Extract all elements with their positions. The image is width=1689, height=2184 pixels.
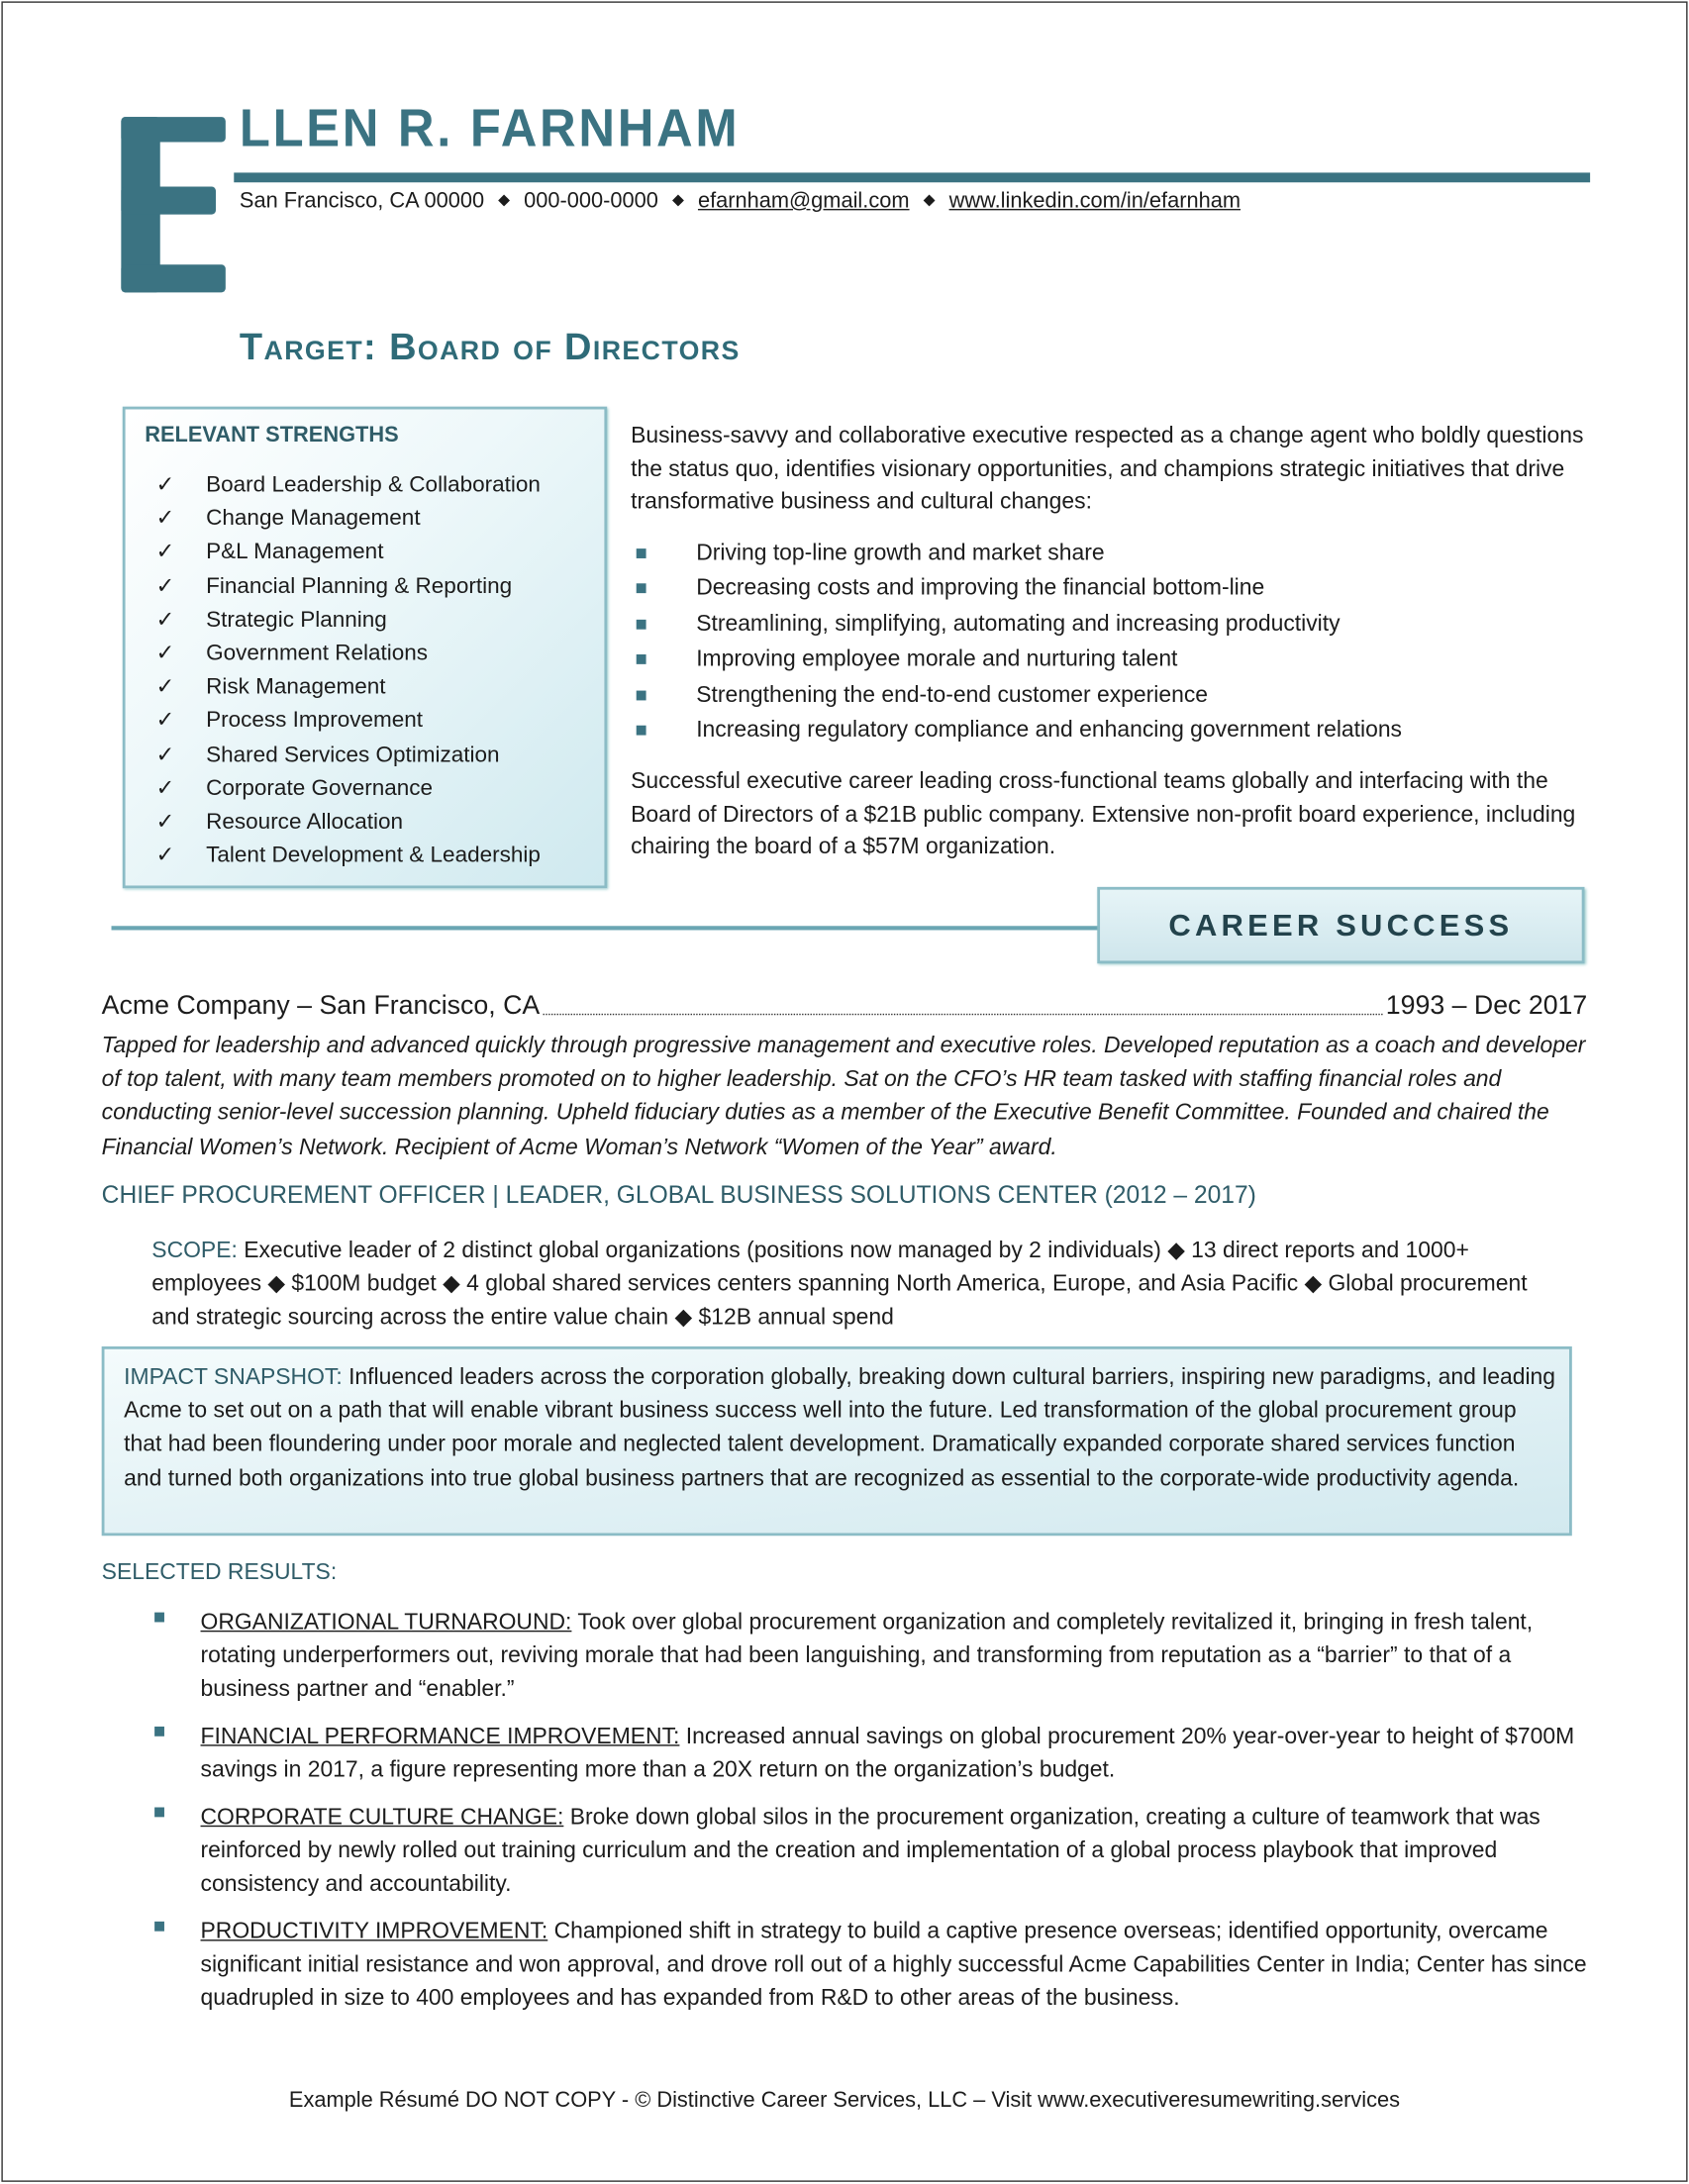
role-title: CHIEF PROCUREMENT OFFICER | LEADER, GLOBAL BUSINESS SOLUTIONS CENTER (2012 – 2017) <box>101 1180 1256 1209</box>
target-heading: Target: Board of Directors <box>239 326 741 368</box>
contact-line: San Francisco, CA 00000 ◆ 000-000-0000 ◆ efarnham@gmail.com ◆ www.linkedin.com/in/efarnham <box>239 189 1241 214</box>
employer-line <box>102 991 1588 1022</box>
summary-intro: Business-savvy and collaborative executive respected as a change agent who boldly questions the status quo, identifies visionary opportunities, and champions strategic initiatives that drive transformative business and cultural changes: <box>631 423 1584 515</box>
checkmark-icon: ✓ <box>155 810 175 835</box>
strength-label: Government Relations <box>206 642 429 666</box>
result-item <box>154 1915 1596 2016</box>
square-bullet-icon <box>154 1922 164 1932</box>
strength-item <box>156 470 541 504</box>
scope-text: Executive leader of 2 distinct global organizations (positions now managed by 2 individuals) ◆ 13 direct reports and 1000+ employees ◆ $100M budget ◆ 4 global shared services centers spanning North America, Europe, and Asia Pacific ◆ Global procurement and strategic sourcing across the entire value chain ◆ $12B annual spend <box>151 1238 1528 1331</box>
email-link[interactable]: efarnham@gmail.com <box>697 189 910 214</box>
square-bullet-icon <box>154 1808 164 1818</box>
strength-item <box>156 741 541 774</box>
square-bullet-icon <box>154 1727 164 1737</box>
strength-label: Strategic Planning <box>206 608 387 633</box>
impact-text: Influenced leaders across the corporation globally, breaking down cultural barriers, inspiring new paradigms, and leading Acme to set out on a path that will enable vibrant business success well into the future. Led transformation of the global procurement group that had been floundering under poor morale and neglected talent development. Dramatically expanded corporate shared services function and turned both organizations into true global business partners that are recognized as essential to the corporate-wide productivity agenda. <box>124 1364 1556 1491</box>
result-text: Broke down global silos in the procurement organization, creating a culture of teamwork that was reinforced by newly rolled out training curriculum and the creation and implementation of a global process playbook that improved consistency and accountability. <box>200 1804 1540 1898</box>
strength-label: Board Leadership & Collaboration <box>206 473 541 498</box>
strength-item <box>156 538 541 571</box>
strength-label: Risk Management <box>206 675 386 700</box>
strength-item <box>156 639 541 672</box>
impact-label: IMPACT SNAPSHOT: <box>124 1364 343 1390</box>
bullet-text: Streamlining, simplifying, automating and increasing productivity <box>696 611 1341 637</box>
result-title: ORGANIZATIONAL TURNAROUND: <box>200 1609 572 1636</box>
result-item <box>154 1720 1596 1787</box>
checkmark-icon: ✓ <box>155 541 175 565</box>
square-bullet-icon <box>154 1613 164 1623</box>
impact-snapshot-box <box>102 1346 1572 1536</box>
checkmark-icon: ✓ <box>155 776 175 801</box>
strength-item <box>156 571 541 605</box>
result-title: CORPORATE CULTURE CHANGE: <box>200 1804 564 1831</box>
result-text: Championed shift in strategy to build a captive presence overseas; identified opportunity, overcame significant initial resistance and won approval, and drove roll out of a highly successful Acme Capabilities Center in India; Center has since quadrupled in size to 400 employees and has expanded from R&D to other areas of the business. <box>200 1919 1587 2012</box>
bullet-text: Decreasing costs and improving the financial bottom-line <box>696 575 1265 601</box>
result-text: Took over global procurement organization and completely revitalized it, bringing in fresh talent, rotating underperformers out, reviving morale that had been languishing, and transforming from reputation as a “barrier” to that of a business partner and “enabler.” <box>200 1609 1534 1703</box>
strength-label: Resource Allocation <box>206 810 404 835</box>
result-item <box>154 1800 1596 1901</box>
strengths-box <box>123 407 607 889</box>
strength-item <box>156 808 541 842</box>
checkmark-icon: ✓ <box>155 574 175 599</box>
linkedin-link[interactable]: www.linkedin.com/in/efarnham <box>948 189 1241 214</box>
strength-label: Change Management <box>206 507 421 532</box>
result-title: FINANCIAL PERFORMANCE IMPROVEMENT: <box>200 1724 680 1749</box>
checkmark-icon: ✓ <box>155 709 175 734</box>
square-bullet-icon <box>637 620 646 630</box>
strengths-title: RELEVANT STRENGTHS <box>145 423 399 447</box>
bullet-text: Driving top-line growth and market share <box>696 540 1105 565</box>
strength-label: P&L Management <box>206 541 384 565</box>
summary-closing: Successful executive career leading cross-functional teams globally and interfacing with the Board of Directors of a $21B public company. Extensive non-profit board experience, including chairing the board of a $57M organization. <box>631 768 1576 860</box>
strength-item <box>156 842 541 875</box>
checkmark-icon: ✓ <box>155 743 175 767</box>
header-rule <box>234 172 1590 182</box>
strength-label: Process Improvement <box>206 709 423 734</box>
square-bullet-icon <box>637 548 646 558</box>
company-intro: Tapped for leadership and advanced quickly through progressive management and executive roles. Developed reputation as a coach and developer of top talent, with many team members promoted on to higher leadership. Sat on the CFO’s HR team tasked with staffing financial roles and conducting senior-level succession planning. Upheld fiduciary duties as a member of the Executive Benefit Committee. Founded and chaired the Financial Women’s Network. Recipient of Acme Woman’s Network “Women of the Year” award. <box>101 1033 1586 1159</box>
scope-label: SCOPE: <box>151 1238 238 1263</box>
bullet-text: Strengthening the end-to-end customer experience <box>696 681 1209 707</box>
selected-results-heading: SELECTED RESULTS: <box>101 1559 338 1585</box>
checkmark-icon: ✓ <box>155 844 175 868</box>
career-success-heading: CAREER SUCCESS <box>1097 887 1584 963</box>
strength-item <box>156 605 541 639</box>
strength-item <box>156 706 541 740</box>
strength-label: Financial Planning & Reporting <box>206 574 513 599</box>
footer-note: Example Résumé DO NOT COPY - © Distinctive Career Services, LLC – Visit www.executiveresumewriting.services <box>288 2088 1401 2113</box>
employment-dates: 1993 – Dec 2017 <box>1385 991 1588 1021</box>
strength-label: Talent Development & Leadership <box>206 844 541 868</box>
result-item <box>154 1606 1596 1707</box>
square-bullet-icon <box>637 654 646 664</box>
candidate-name: LLEN R. FARNHAM <box>239 100 741 159</box>
strength-item <box>156 504 541 538</box>
strength-item <box>156 672 541 706</box>
square-bullet-icon <box>637 584 646 594</box>
checkmark-icon: ✓ <box>155 473 175 498</box>
section-divider <box>112 926 1101 930</box>
square-bullet-icon <box>637 726 646 736</box>
bullet-text: Increasing regulatory compliance and enhancing government relations <box>696 717 1403 743</box>
dotted-leader <box>543 1014 1383 1015</box>
company: Acme Company – San Francisco, CA <box>101 991 541 1021</box>
square-bullet-icon <box>637 690 646 700</box>
checkmark-icon: ✓ <box>155 642 175 666</box>
location: San Francisco, CA 00000 <box>239 189 485 214</box>
strength-label: Corporate Governance <box>206 776 434 801</box>
scope-paragraph <box>151 1234 1543 1335</box>
phone: 000-000-0000 <box>524 189 658 214</box>
bullet-text: Improving employee morale and nurturing talent <box>696 645 1178 672</box>
strength-label: Shared Services Optimization <box>206 743 500 767</box>
checkmark-icon: ✓ <box>155 608 175 633</box>
checkmark-icon: ✓ <box>155 675 175 700</box>
strength-item <box>156 774 541 808</box>
result-title: PRODUCTIVITY IMPROVEMENT: <box>200 1919 548 1944</box>
checkmark-icon: ✓ <box>155 507 175 532</box>
strengths-list <box>156 470 541 874</box>
result-text: Increased annual savings on global procurement 20% year-over-year to height of $700M savings in 2017, a figure representing more than a 20X return on the organization’s budget. <box>200 1724 1575 1783</box>
